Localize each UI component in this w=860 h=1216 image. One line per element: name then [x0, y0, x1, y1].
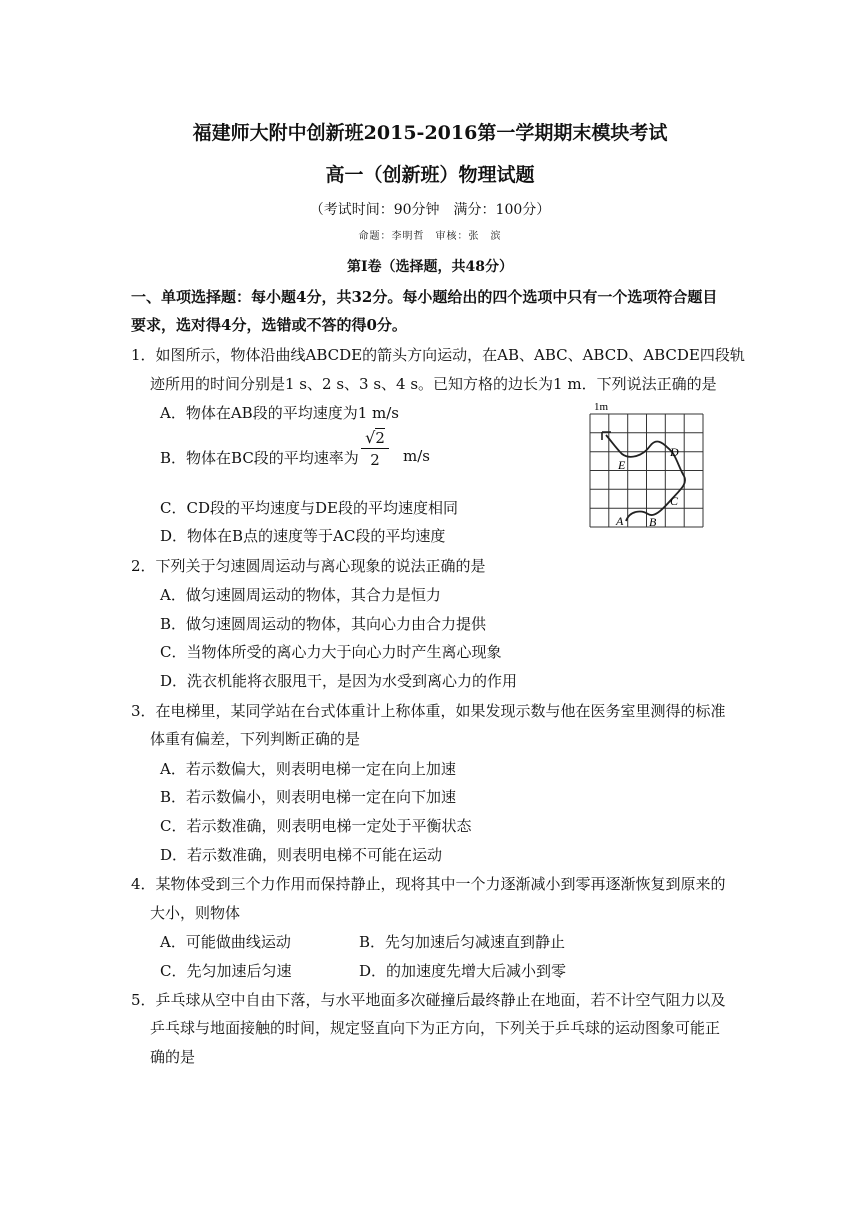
- q4-option-c: C．先匀加速后匀速: [160, 962, 292, 980]
- figure-grid: [590, 414, 703, 527]
- q5-stem-line1: 5．乒乓球从空中自由下落，与水平地面多次碰撞后最终静止在地面，若不计空气阻力以及: [131, 991, 726, 1009]
- q1-stem-line1: 1．如图所示，物体沿曲线ABCDE的箭头方向运动，在AB、ABC、ABCD、ABCDE四段轨: [131, 346, 745, 364]
- section1-instructions-line2: 要求，选对得4分，选错或不答的得0分。: [131, 316, 407, 334]
- q5-stem-line2: 乒乓球与地面接触的时间，规定竖直向下为正方向，下列关于乒乓球的运动图象可能正: [150, 1019, 721, 1037]
- point-label-e: E: [618, 458, 626, 472]
- point-label-b: B: [649, 515, 657, 529]
- q4-option-d: D．的加速度先增大后减小到零: [359, 962, 567, 980]
- q2-option-a: A．做匀速圆周运动的物体，其合力是恒力: [160, 586, 441, 604]
- q3-option-c: C．若示数准确，则表明电梯一定处于平衡状态: [160, 817, 472, 835]
- q1-option-c: C．CD段的平均速度与DE段的平均速度相同: [160, 499, 458, 517]
- fraction-numerator: 2: [375, 429, 385, 447]
- q1-stem-line2: 迹所用的时间分别是1 s、2 s、3 s、4 s。已知方格的边长为1 m．下列说法正确的是: [150, 375, 717, 393]
- q1-trajectory-figure: [588, 398, 708, 534]
- volume-heading: 第Ⅰ卷（选择题，共48分）: [346, 259, 514, 275]
- fraction-denominator: 2: [370, 451, 380, 469]
- exam-info: （考试时间：90分钟 满分：100分）: [309, 202, 551, 218]
- q3-option-d: D．若示数准确，则表明电梯不可能在运动: [160, 846, 443, 864]
- figure-scale-label: 1m: [594, 401, 609, 413]
- point-label-c: C: [670, 494, 679, 508]
- q1-option-b-unit: m/s: [403, 447, 430, 465]
- q3-stem-line1: 3．在电梯里，某同学站在台式体重计上称体重，如果发现示数与他在医务室里测得的标准: [131, 702, 726, 720]
- exam-subtitle: 高一（创新班）物理试题: [325, 164, 535, 186]
- q3-stem-line2: 体重有偏差，下列判断正确的是: [150, 730, 361, 748]
- point-label-d: D: [670, 445, 679, 459]
- exam-title: 福建师大附中创新班2015-2016第一学期期末模块考试: [192, 122, 668, 144]
- q1-option-a: A．物体在AB段的平均速度为1 m/s: [160, 404, 399, 422]
- section1-instructions-line1: 一、单项选择题：每小题4分，共32分。每小题给出的四个选项中只有一个选项符合题目: [131, 288, 718, 306]
- q3-option-a: A．若示数偏大，则表明电梯一定在向上加速: [160, 760, 456, 778]
- q1-option-b-fraction: $\frac{√2}{2}$: [361, 428, 389, 469]
- q1-option-b: B．物体在BC段的平均速率为: [160, 449, 359, 467]
- q1-option-d: D．物体在B点的速度等于AC段的平均速度: [160, 527, 446, 545]
- q3-option-b: B．若示数偏小，则表明电梯一定在向下加速: [160, 788, 457, 806]
- q4-stem-line2: 大小，则物体: [150, 904, 241, 922]
- q4-option-b: B．先匀加速后匀减速直到静止: [359, 933, 566, 951]
- q2-option-c: C．当物体所受的离心力大于向心力时产生离心现象: [160, 643, 502, 661]
- q5-stem-line3: 确的是: [150, 1048, 196, 1066]
- point-label-a: A: [616, 514, 624, 528]
- q2-option-b: B．做匀速圆周运动的物体，其向心力由合力提供: [160, 615, 487, 633]
- exam-authors: 命题：李明哲 审核：张 滨: [358, 231, 502, 242]
- q2-stem: 2．下列关于匀速圆周运动与离心现象的说法正确的是: [131, 557, 486, 575]
- q2-option-d: D．洗衣机能将衣服甩干，是因为水受到离心力的作用: [160, 672, 518, 690]
- q4-stem-line1: 4．某物体受到三个力作用而保持静止，现将其中一个力逐渐减小到零再逐渐恢复到原来的: [131, 875, 726, 893]
- q4-option-a: A．可能做曲线运动: [160, 933, 291, 951]
